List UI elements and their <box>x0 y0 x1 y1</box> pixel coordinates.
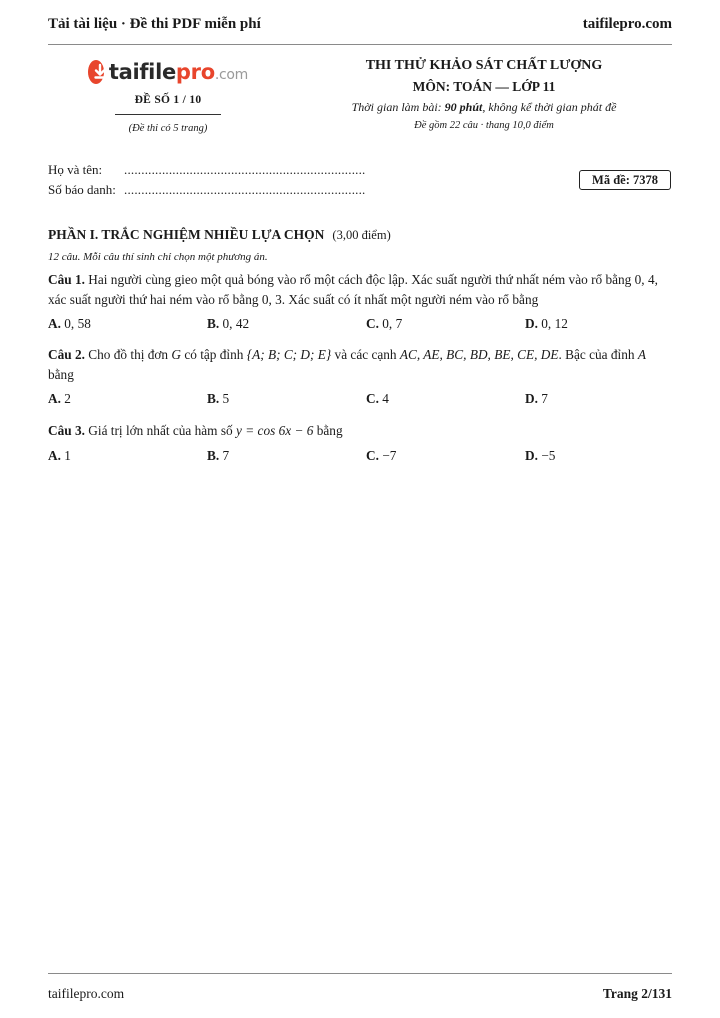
page-number: Trang 2/131 <box>602 986 672 1001</box>
option-d[interactable]: D. 0, 12 <box>525 316 568 331</box>
section-note: 12 câu. Mỗi câu thí sinh chỉ chọn một phương án. <box>48 251 268 263</box>
student-id-field[interactable]: ...................................................................... <box>124 182 366 197</box>
exam-number-underline <box>115 114 221 115</box>
exam-number: ĐỀ SỐ 1 / 10 <box>134 94 202 106</box>
header-site[interactable]: taifilepro.com <box>582 15 672 32</box>
option-a[interactable]: A. 0, 58 <box>48 316 91 331</box>
logo-block <box>88 58 248 134</box>
footer-site[interactable]: taifilepro.com <box>48 986 125 1001</box>
question-3: Câu 3. Giá trị lớn nhất của hàm số y = cos 6x − 6 bằng <box>48 423 343 438</box>
exam-subject: MÔN: TOÁN — LỚP 11 <box>412 79 556 94</box>
page-footer <box>48 986 672 1002</box>
option-c[interactable]: C. 0, 7 <box>366 316 403 331</box>
exam-code-box: Mã đề: 7378 <box>579 170 671 190</box>
page-count-note: (Đề thi có 5 trang) <box>128 123 208 134</box>
header-divider <box>48 44 672 45</box>
option-c[interactable]: C. −7 <box>366 448 397 463</box>
student-name-row <box>48 162 366 182</box>
exam-title: THI THỬ KHẢO SÁT CHẤT LƯỢNG <box>365 58 603 73</box>
question-1: Câu 1. Hai người cùng gieo một quả bóng vào rổ một cách độc lập. Xác suất người thứ nhất ném vào rổ bằng 0, 4, xác suất người thứ hai ném vào rổ bằng 0, 3. Xác suất có ít nhất một người ném vào rổ bằng <box>48 272 658 307</box>
option-a[interactable]: A. 2 <box>48 391 71 406</box>
option-b[interactable]: B. 5 <box>207 391 230 406</box>
footer-divider <box>48 973 672 974</box>
student-id-label: Số báo danh: <box>48 182 116 197</box>
student-name-field[interactable]: ...................................................................... <box>124 162 366 177</box>
option-b[interactable]: B. 7 <box>207 448 230 463</box>
exam-info-block <box>330 58 638 131</box>
question-2: Câu 2. Cho đồ thị đơn G có tập đỉnh {A; B; C; D; E} và các cạnh AC, AE, BC, BD, BE, CE, DE. Bậc của đỉnh A bằng <box>48 347 646 382</box>
exam-question-count: Đề gồm 22 câu · thang 10,0 điểm <box>414 120 554 131</box>
header-tagline: Tải tài liệu · Đề thi PDF miễn phí <box>48 15 261 32</box>
logo[interactable] <box>88 58 248 86</box>
option-d[interactable]: D. 7 <box>525 391 548 406</box>
section-title: PHẦN I. TRẮC NGHIỆM NHIỀU LỰA CHỌN (3,00 điểm) <box>48 227 391 242</box>
question-1-options <box>48 316 688 332</box>
student-info <box>48 162 366 202</box>
student-name-label: Họ và tên: <box>48 162 103 177</box>
option-d[interactable]: D. −5 <box>525 448 556 463</box>
page-header <box>48 12 672 36</box>
exam-time: Thời gian làm bài: 90 phút, không kể thời gian phát đề <box>351 100 617 114</box>
download-arrow-icon <box>88 60 104 84</box>
logo-wordmark: taifilepro.com <box>108 60 248 84</box>
option-b[interactable]: B. 0, 42 <box>207 316 250 331</box>
student-id-row <box>48 182 366 202</box>
option-c[interactable]: C. 4 <box>366 391 389 406</box>
option-a[interactable]: A. 1 <box>48 448 71 463</box>
question-2-options <box>48 391 688 407</box>
question-3-options <box>48 448 688 464</box>
